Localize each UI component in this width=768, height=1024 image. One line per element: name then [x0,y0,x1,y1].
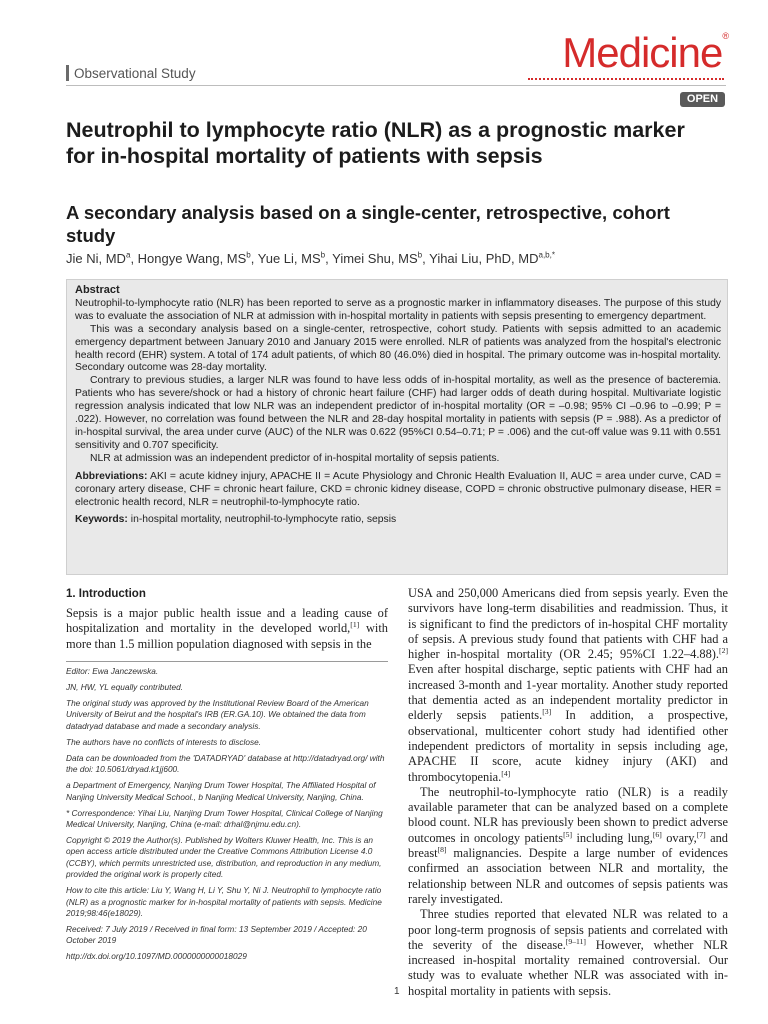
right-column [408,586,728,999]
author: Hongye Wang, $MS^b$ [137,250,251,266]
abstract-paragraph: Neutrophil-to-lymphocyte ratio (NLR) has been reported to serve as a prognostic marker in inflammatory diseases. The purpose of this study was to evaluate the association of NLR at admission with in-hospital mortality in patients with sepsis presenting to emergency department. [75,297,721,322]
journal-logo [562,29,728,76]
registered-mark: ® [722,31,728,41]
abstract-box [66,279,728,575]
left-column [66,588,388,652]
author: Yihai Liu, PhD, $MD^{a,b,*}$ [429,250,556,266]
section-heading: 1. Introduction [66,588,146,600]
citation-link[interactable]: [2] [719,646,728,656]
doi-link[interactable]: http://dx.doi.org/10.1097/MD.0000000000018029 [66,951,247,962]
footnote: Editor: Ewa Janczewska. [66,666,159,676]
body-paragraph: The neutrophil-to-lymphocyte ratio (NLR) is a readily available parameter that can be analyzed based on a complete blood count. NLR has previously been shown to predict adverse outcomes in oncology patients[5] including lung,[6] ovary,[7] and breast[8] malignancies. Despite a large number of evidences confirmed an association between NLR and mortality, the relationship between NLR and outcomes of sepsis patients was rarely investigated. [408,784,728,906]
keywords-text: in-hospital mortality, neutrophil-to-lymphocyte ratio, sepsis [130,514,397,526]
article-subtitle: A secondary analysis based on a single-center, retrospective, cohort study [66,202,670,246]
footnote: The authors have no conflicts of interests to disclose. [66,736,262,747]
citation-link[interactable]: [4] [501,768,511,778]
abbreviations-label: Abbreviations: [75,470,148,482]
section-label-text: Observational Study [74,65,196,81]
body-paragraph: Sepsis is a major public health issue and a leading cause of hospitalization and mortality in the developed world,[1] with more than 1.5 million population diagnosed with sepsis in the [66,606,388,651]
abbreviations-text: AKI = acute kidney injury, APACHE II = Acute Physiology and Chronic Health Evaluation II, AUC = area under curve, CAD = coronary artery disease, CHF = chronic heart failure, CKD = chronic kidney disease, COPD = chronic obstructive pulmonary disease, HER = electronic health record, NLR = neutrophil-to-lymphocyte ratio. [75,470,721,508]
citation-link[interactable]: [9–11] [565,936,586,946]
logo-underline [528,78,724,80]
page-number: 1 [394,986,400,997]
citation-link[interactable]: [5] [563,829,573,839]
footnotes [66,666,386,967]
section-marker [66,65,69,81]
abstract-heading: Abstract [75,284,120,296]
keywords-label: Keywords: [75,514,128,526]
section-label [66,64,196,82]
citation-link[interactable]: [8] [437,844,447,854]
footnote: Copyright © 2019 the Author(s). Published by Wolters Kluwer Health, Inc. This is an open access article distributed under the Creative Commons Attribution License 4.0 (CCBY), which permits unrestricted use, distribution, and reproduction in any medium, provided the original work is properly cited. [66,835,382,880]
author-list: Jie Ni, $MD^a$, Hongye Wang, $MS^b$, Yue Li, $MS^b$, Yimei Shu, $MS^b$, Yihai Liu, PhD, $MD^{a,b,*}$ [66,250,556,266]
keywords [75,514,721,527]
footnote: The original study was approved by the Institutional Review Board of the American University of Beirut and the hospital's IRB (ER.GA.10). We obtained the data from datadryad database and made a secondary analysis. [66,698,369,731]
author: Yimei Shu, $MS^b$ [332,250,423,266]
citation-link[interactable]: [7] [696,829,706,839]
footnote: Data can be downloaded from the 'DATADRYAD' database at http://datadryad.org/ with the doi: 10.5061/dryad.k1jj600. [66,752,385,775]
citation-link[interactable]: [3] [542,707,552,717]
citation-link[interactable]: [1] [350,620,360,630]
footnote: How to cite this article: Liu Y, Wang H, Li Y, Shu Y, Ni J. Neutrophil to lymphocyte ratio (NLR) as a prognostic marker for in-hospital mortality of patients with sepsis. Medicine 2019;98:46(e18029). [66,885,382,919]
journal-name: Medicine [562,29,723,76]
abstract-paragraph: NLR at admission was an independent predictor of in-hospital mortality of sepsis patients. [90,452,500,464]
footnote-rule [66,661,388,662]
body-paragraph: Three studies reported that elevated NLR was related to a poor long-term prognosis of sepsis patients and correlated with the severity of the disease.[9–11] However, whether NLR increased in-hospital mortality remained controversial. Our study was to evaluate whether NLR was associated with in-hospital mortality in patients with sepsis. [408,907,728,998]
open-access-badge: OPEN [680,92,725,107]
footnote: a Department of Emergency, Nanjing Drum Tower Hospital, The Affiliated Hospital of Nanjing University Medical School., b Nanjing Medical University, Nanjing, China. [66,780,376,802]
author: Yue Li, $MS^b$ [257,250,326,266]
author: Jie Ni, $MD^a$ [66,250,131,266]
citation-link[interactable]: [6] [652,829,662,839]
footnote: * Correspondence: Yihai Liu, Nanjing Drum Tower Hospital, Clinical College of Nanjing Medical University, Nanjing, China (e-mail: drhal@njmu.edu.cn). [66,807,383,830]
abstract-paragraph: This was a secondary analysis based on a single-center, retrospective, cohort study. Patients with sepsis admitted to an academic emergency department between January 2010 and January 2015 were enrolled. NLR of patients was analyzed from the hospital's electronic health record (EHR) system. A total of 174 adult patients, of which 80 (46.0%) died in hospital. The primary outcome was in-hospital mortality. Secondary outcome was 28-day mortality. [75,323,721,374]
abbreviations [75,471,721,510]
abstract-paragraph: Contrary to previous studies, a larger NLR was found to have less odds of in-hospital mortality, as well as the presence of bacteremia. Patients who has severe/shock or had a history of chronic heart failure (CHF) had larger odds of death during hospital. Multivariate logistic regression analysis indicated that low NLR was an independent predictor of in-hospital mortality (OR = –0.98; 95% CI –0.96 to –0.99; P = .022). However, no correlation was found between the NLR and 28-day hospital mortality in patients with sepsis (P = .988). As a predictor of in-hospital survival, the area under curve (AUC) of the NLR was 0.622 (95%CI 0.54–0.71; P = .006) and the cut-off value was 9.11 with 0.551 sensitivity and 0.707 specificity. [75,375,721,451]
footnote: JN, HW, YL equally contributed. [66,682,183,692]
footnote: Received: 7 July 2019 / Received in final form: 13 September 2019 / Accepted: 20 October 2019 [66,924,367,946]
header-rule [66,85,726,86]
article-title: Neutrophil to lymphocyte ratio (NLR) as a prognostic marker for in-hospital mortality of patients with sepsis [66,118,685,168]
body-paragraph: USA and 250,000 Americans died from sepsis yearly. Even the survivors have long-term disabilities and readmission. Thus, it is significant to find the predictors of in-hospital CHF mortality of sepsis. A previous study found that patients with CHF had a higher in-hospital mortality (OR 2.45; 95%CI 1.22–4.88).[2] Even after hospital discharge, septic patients with CHF had an increased 3-month and 1-year mortality. Another study reported that dementia acted as an independent mortality predictor in elderly sepsis patients.[3] In addition, a prospective, observational, multicenter cohort study had identified other independent predictors of mortality in sepsis including age, APACHE II score, acute kidney injury (AKI) and thrombocytopenia.[4] [408,586,728,784]
